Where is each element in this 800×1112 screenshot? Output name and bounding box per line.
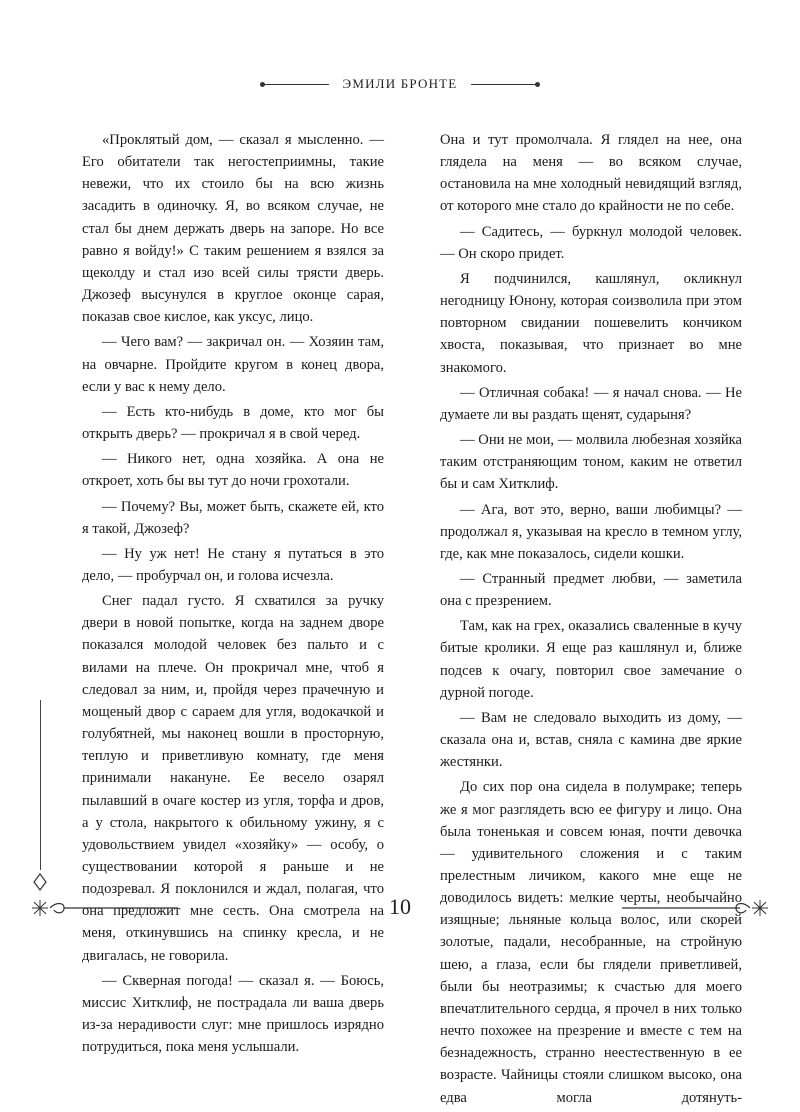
paragraph: — Они не мои, — молвила любезная хозяйка таким отстраняющим тоном, каким не ответил бы и сам Хитклиф. xyxy=(440,432,742,493)
paragraph: — Ага, вот это, верно, ваши любимцы? — продолжал я, указывая на кресло в темном углу, где, как мне показалось, сидели кошки. xyxy=(440,501,742,562)
text-column-right xyxy=(440,129,742,1112)
header-title: ЭМИЛИ БРОНТЕ xyxy=(342,76,458,91)
running-header xyxy=(0,76,800,92)
ornament-vertical-line xyxy=(40,700,41,870)
paragraph: Она и тут промолчала. Я глядел на нее, она глядела на меня — во всяком случае, остановила на мне холодный невидящий взгляд, от которого мне стало до крайности не по себе. xyxy=(440,132,742,215)
paragraph: — Отличная собака! — я начал снова. — Не думаете ли вы раздать щенят, сударыня? xyxy=(440,384,742,423)
paragraph: — Есть кто-нибудь в доме, кто мог бы открыть дверь? — прокричал я в свой черед. xyxy=(82,403,384,443)
paragraph: Я подчинился, кашлянул, окликнул негодницу Юнону, которая соизволила при этом повторном свидании пошевелить кончиком хвоста, показывая, что признает во мне знакомого. xyxy=(440,270,742,376)
paragraph: — Скверная погода! — сказал я. — Боюсь, миссис Хитклиф, не пострадала ли ваша дверь из-за нерадивости слуг: мне пришлось изрядно потрудиться, пока меня услышали. xyxy=(82,972,384,1056)
paragraph: — Странный предмет любви, — заметила она с презрением. xyxy=(440,570,742,610)
header-rule-left xyxy=(263,84,329,85)
paragraph: — Чего вам? — закричал он. — Хозяин там, на овчарне. Пройдите кругом в конец двора, если у вас к нему дело. xyxy=(82,334,384,395)
page-number: 10 xyxy=(389,894,411,919)
paragraph: До сих пор она сидела в полумраке; теперь же я мог разглядеть всю ее фигуру и лицо. Она была тоненькая и совсем юная, почти девочка — удивительного сложения и с таким прелестным личиком, какого мне еще не доводилось видеть: мелкие черты, необычайно изящные; льняные кольца волос, или скорей золотые, падали, несобранные, на стройную шею, а глаза, если бы глядели приветливей, были бы неотразимы; к счастью для моего впечатлительного сердца, я прочел в них только нечто похожее на презрение и вместе с тем на безнадежность, странно неестественную в ее возрасте. Чайницы стояли слишком высоко, она едва могла дотянуть- xyxy=(440,779,742,1106)
paragraph: Снег падал густо. Я схватился за ручку двери в новой попытке, когда на заднем дворе показался молодой человек без пальто и с вилами на плече. Он прокричал мне, чтоб я следовал за ним, и, пройдя через прачечную и мощеный двор с сараем для угля, водокачкой и голубятней, мы наконец вошли в просторную, теплую и приветливую комнату, где меня принимали накануне. Ее весело озарял пылавший в очаге костер из угля, торфа и дров, а у стола, накрытого к обильному ужину, я с удовольствием увидел «хозяйку» — особу, о существовании которой я раньше и не подозревал. Я поклонился и ждал, полагая, что она предложит мне сесть. Она смотрела на меня, откинувшись на спинку кресла, и не двигалась, не говорила. xyxy=(82,593,384,964)
paragraph: — Ну уж нет! Не стану я путаться в это дело, — пробурчал он, и голова исчезла. xyxy=(82,545,384,584)
paragraph: «Проклятый дом, — сказал я мысленно. — Его обитатели так негостеприимны, такие невежи, что их стоило бы на всю жизнь засадить в одиночку. Я, во всяком случае, не стал бы днем держать дверь на запоре. Но все равно я войду!» С таким решением я взялся за щеколду и стал изо всей силы трясти дверь. Джозеф высунулся в круглое оконце сарая, показав свое кислое, как уксус, лицо. xyxy=(82,132,384,326)
ornament-right-icon xyxy=(620,888,780,932)
paragraph: — Почему? Вы, может быть, скажете ей, кто я такой, Джозеф? xyxy=(82,498,384,537)
paragraph: Там, как на грех, оказались сваленные в кучу битые кролики. Я еще раз кашлянул и, ближе подсев к очагу, повторил свое замечание о дурной погоде. xyxy=(440,618,742,701)
header-rule-right xyxy=(471,84,537,85)
paragraph: — Садитесь, — буркнул молодой человек. — Он скоро придет. xyxy=(440,223,742,262)
paragraph: — Вам не следовало выходить из дому, — сказала она и, встав, сняла с камина две яркие жестянки. xyxy=(440,709,742,771)
paragraph: — Никого нет, одна хозяйка. А она не откроет, хоть бы вы тут до ночи грохотали. xyxy=(82,451,384,490)
